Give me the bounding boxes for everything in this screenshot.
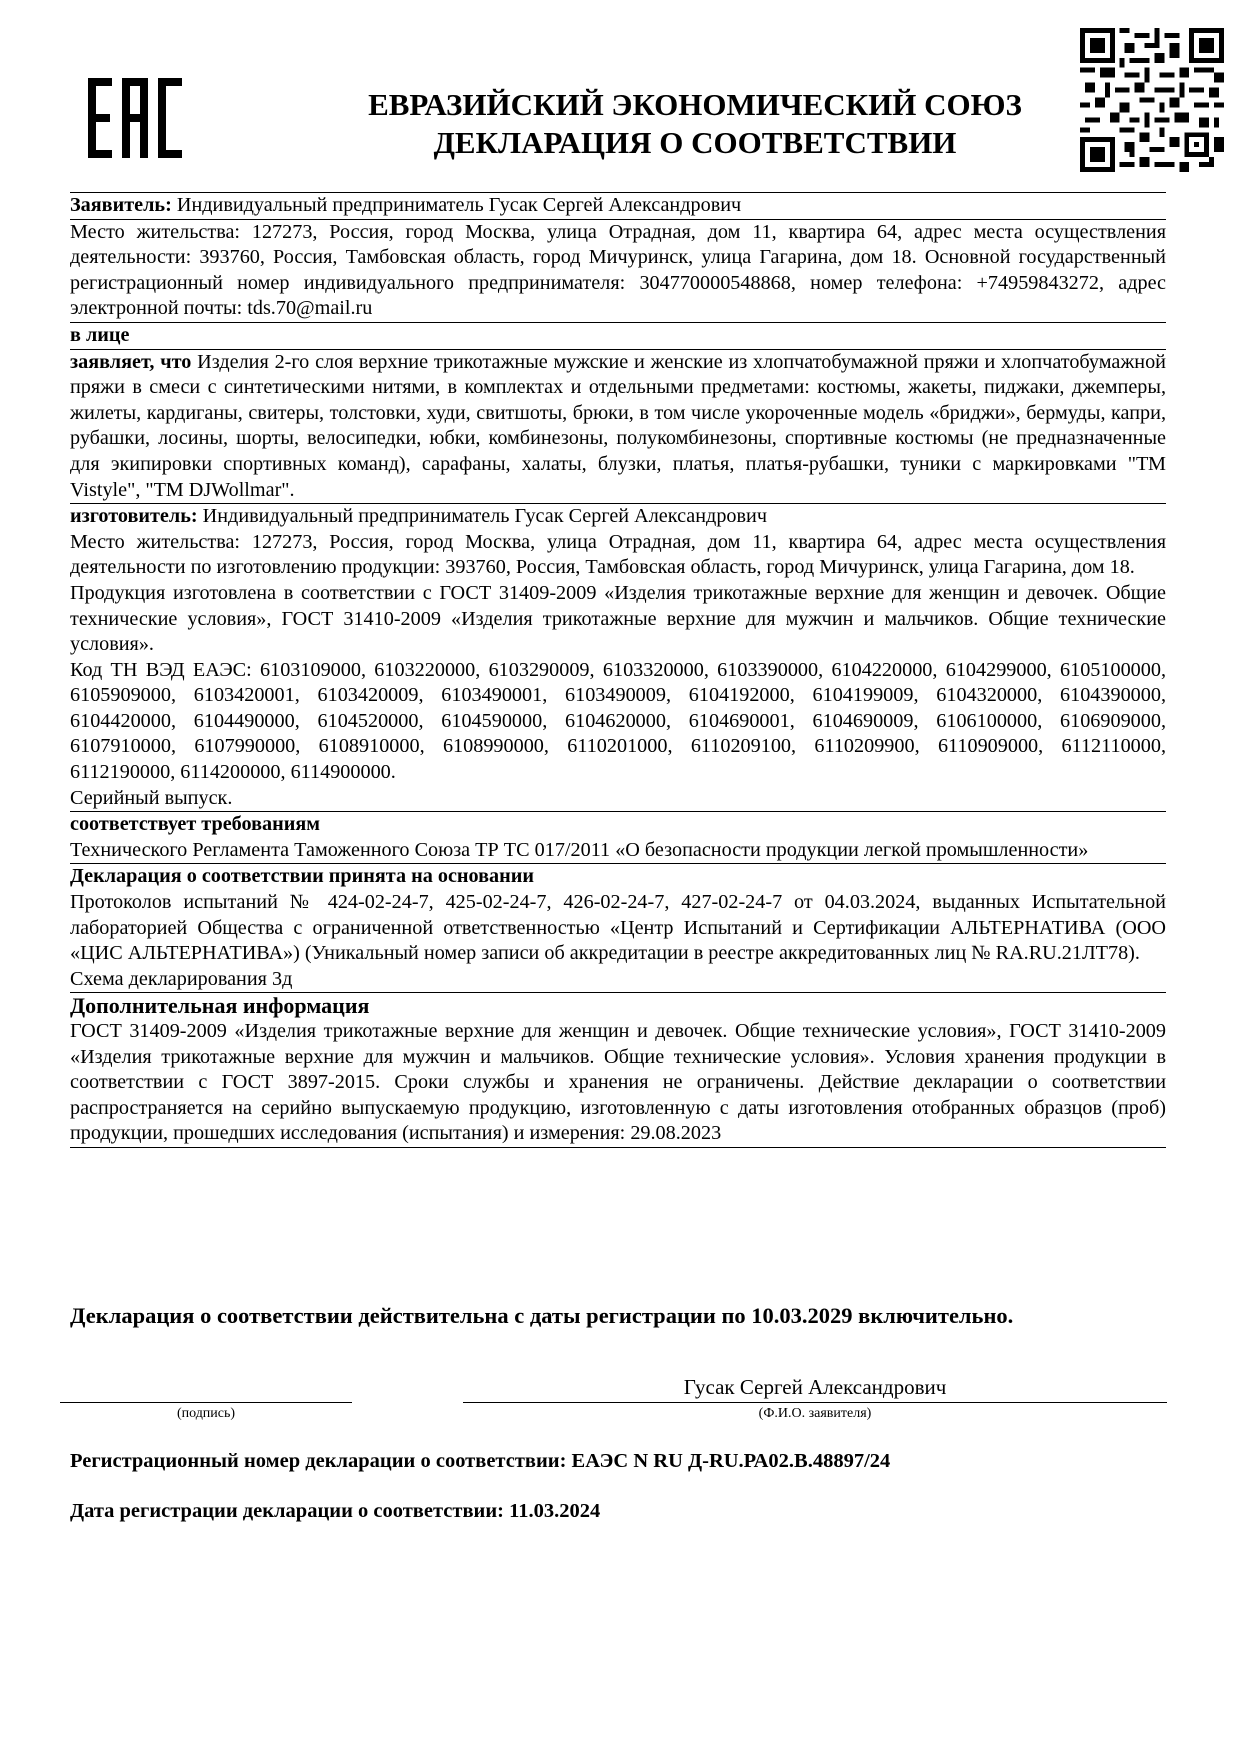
hs-codes: Код ТН ВЭД ЕАЭС: 6103109000, 6103220000, 6103290009, 6103320000, 6103390000, 6104220000, 6104299000, 6105100000, 6105909000, 6103420001, 6103420009, 6103490001, 6103490009, 6104192000, 6104199009, 6104320000, 6104390000, 6104420000, 6104490000, 6104520000, 6104590000, 6104620000, 6104690001, 6104690009, 6106100000, 6106909000, 6107910000, 6107990000, 6108910000, 6108990000, 6110201000, 6110209100, 6110209900, 6110909000, 6112110000, 6112190000, 6114200000, 6114900000. <box>70 658 1166 784</box>
manufacturer-name: Индивидуальный предприниматель Гусак Сергей Александрович <box>197 505 767 528</box>
title-line-union: ЕВРАЗИЙСКИЙ ЭКОНОМИЧЕСКИЙ СОЮЗ <box>368 87 1022 122</box>
applicant-name: Индивидуальный предприниматель Гусак Сергей Александрович <box>171 194 742 216</box>
serial-release: Серийный выпуск. <box>70 786 233 809</box>
conforms-label: соответствует требованиям <box>70 813 321 836</box>
full-name-caption: (Ф.И.О. заявителя) <box>758 1406 872 1421</box>
applicant-name-section <box>70 192 1166 220</box>
full-name-line <box>463 1402 1167 1403</box>
basis-section <box>70 864 1166 993</box>
manufacturer-standards: Продукция изготовлена в соответствии с ГОСТ 31409-2009 «Изделия трикотажные верхние для женщин и девочек. Общие технические условия», ГОСТ 31410-2009 «Изделия трикотажные верхние для мужчин и мальчиков. Общие технические условия». <box>70 581 1166 656</box>
conforms-section <box>70 812 1166 864</box>
qr-code-icon[interactable] <box>1080 28 1224 172</box>
test-protocols: Протоколов испытаний № 424-02-24-7, 425-02-24-7, 426-02-24-7, 427-02-24-7 от 04.03.2024, выданных Испытательной лабораторией Общества с ограниченной ответственностью «Центр Испытаний и Сертификации АЛЬТЕРНАТИВА (ООО «ЦИС АЛЬТЕРНАТИВА») (Уникальный номер записи об аккредитации в реестре аккредитованных лиц № RA.RU.21ЛТ78). <box>70 891 1166 965</box>
applicant-full-name: Гусак Сергей Александрович <box>683 1375 947 1399</box>
declaration-scheme: Схема декларирования 3д <box>70 967 293 990</box>
applicant-details-section <box>70 220 1166 323</box>
registration-date: Дата регистрации декларации о соответствии: 11.03.2024 <box>70 1500 601 1522</box>
product-description: Изделия 2-го слоя верхние трикотажные мужские и женские из хлопчатобумажной пряжи и хлопчатобумажной пряжи в смеси с синтетическими нитями, в комплектах и отдельными предметами: костюмы, жакеты, пиджаки, джемперы, жилеты, кардиганы, свитеры, толстовки, худи, свитшоты, брюки, в том числе укороченные модель «бриджи», бермуды, капри, рубашки, лосины, шорты, велосипедки, юбки, комбинезоны, полукомбинезоны, спортивные костюмы (не предназначенные для экипировки спортивных команд), сарафаны, халаты, блузки, платья, платья-рубашки, туники с маркировками "ТМ Vistyle", "ТМ DJWollmar". <box>70 350 1166 501</box>
basis-label: Декларация о соответствии принята на основании <box>70 865 535 888</box>
declares-section <box>70 350 1166 505</box>
manufacturer-address: Место жительства: 127273, Россия, город Москва, улица Отрадная, дом 11, квартира 64, адрес места осуществления деятельности по изготовлению продукции: 393760, Россия, Тамбовская область, город Мичуринск, улица Гагарина, дом 18. <box>70 530 1166 579</box>
applicant-details: Место жительства: 127273, Россия, город Москва, улица Отрадная, дом 11, квартира 64, адрес места осуществления деятельности: 393760, Россия, Тамбовская область, город Мичуринск, улица Гагарина, дом 18. Основной государственный регистрационный номер индивидуального предпринимателя: 304770000548868, номер телефона: +74959843272, адрес электронной почты: tds.70@mail.ru <box>70 220 1166 320</box>
applicant-label: Заявитель: <box>70 194 172 216</box>
additional-info-text: ГОСТ 31409-2009 «Изделия трикотажные верхние для женщин и девочек. Общие технические условия», ГОСТ 31410-2009 «Изделия трикотажные верхние для мужчин и мальчиков. Общие технические условия». Условия хранения продукции в соответствии с ГОСТ 3897-2015. Сроки службы и хранения не ограничены. Действие декларации о соответствии распространяется на серийно выпускаемую продукцию, изготовленную с даты изготовления отобранных образцов (проб) продукции, прошедших исследования (испытания) и измерения: 29.08.2023 <box>70 1020 1166 1145</box>
signature-line <box>60 1402 352 1403</box>
declaration-body <box>70 192 1166 1148</box>
eac-logo <box>88 78 182 158</box>
manufacturer-section <box>70 504 1166 812</box>
declares-label: заявляет, что <box>70 350 192 373</box>
additional-info-section <box>70 993 1166 1148</box>
document-title <box>300 86 1090 162</box>
signature-caption: (подпись) <box>176 1406 236 1421</box>
technical-regulation: Технического Регламента Таможенного Союза ТР ТС 017/2011 «О безопасности продукции легкой промышленности» <box>70 838 1089 861</box>
manufacturer-label: изготовитель: <box>70 505 198 528</box>
additional-info-label: Дополнительная информация <box>70 993 370 1019</box>
represented-by-label: в лице <box>70 323 130 346</box>
title-line-declaration: ДЕКЛАРАЦИЯ О СООТВЕТСТВИИ <box>433 125 957 160</box>
represented-by-section <box>70 323 1166 350</box>
validity-statement: Декларация о соответствии действительна с даты регистрации по 10.03.2029 включительно. <box>70 1303 1014 1328</box>
registration-number: Регистрационный номер декларации о соответствии: ЕАЭС N RU Д-RU.РА02.В.48897/24 <box>70 1450 891 1472</box>
